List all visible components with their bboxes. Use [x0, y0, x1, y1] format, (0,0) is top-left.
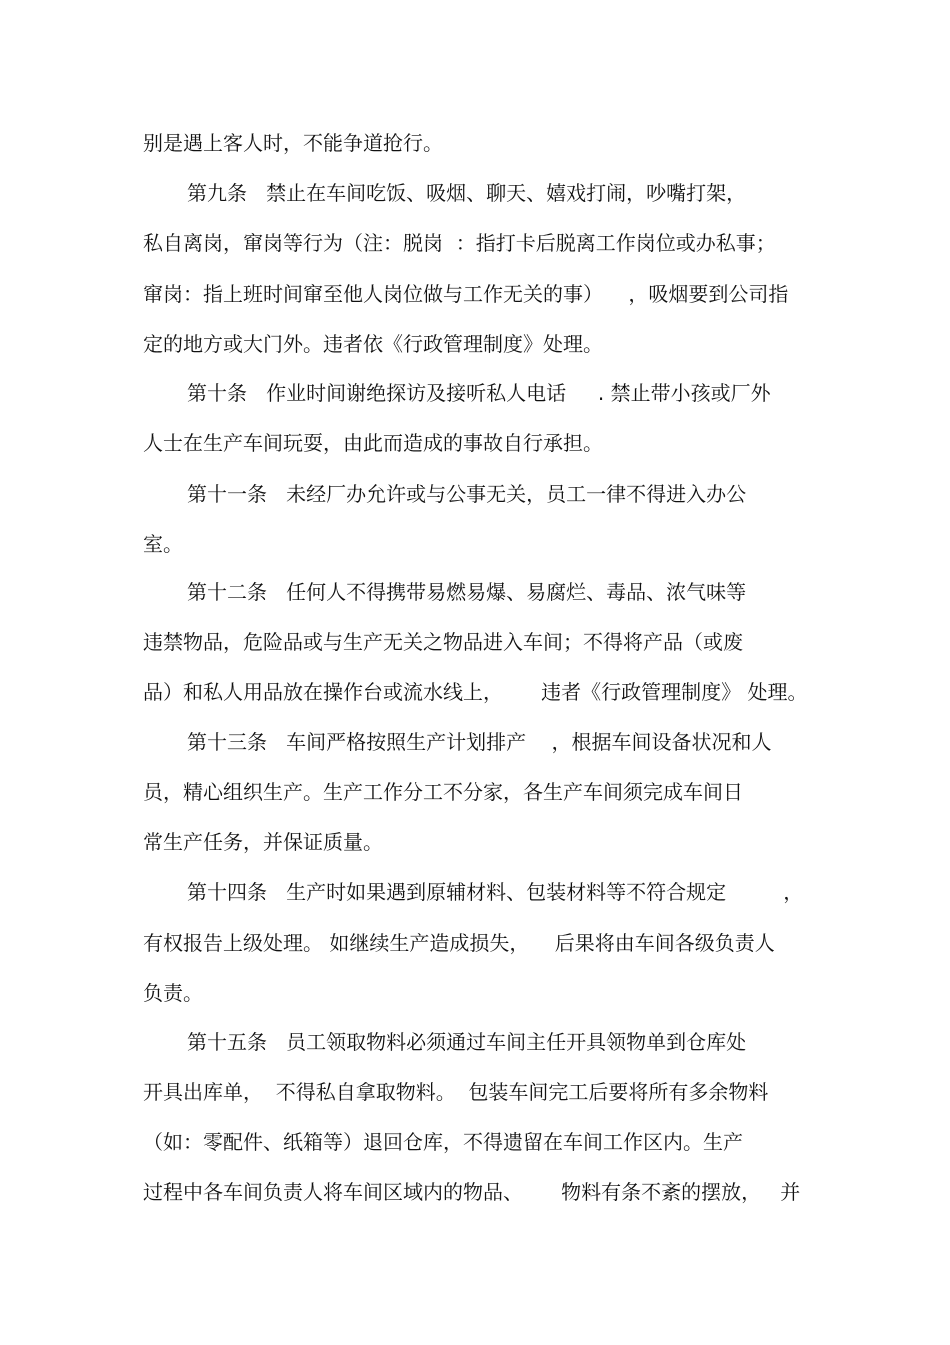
text-line: 私自离岗，窜岗等行为（注：脱岗 ：指打卡后脱离工作岗位或办私事；	[143, 231, 776, 255]
text-line: 员，精心组织生产。生产工作分工不分家，各生产车间须完成车间日	[143, 780, 743, 804]
text-line: 第九条 禁止在车间吃饭、吸烟、聊天、嬉戏打闹，吵嘴打架，	[187, 181, 747, 205]
text-line: 室。	[143, 532, 183, 556]
text-line: 第十四条 生产时如果遇到原辅材料、包装材料等不符合规定 ，	[187, 880, 804, 904]
text-line: 第十条 作业时间谢绝探访及接听私人电话 . 禁止带小孩或厂外	[187, 381, 771, 405]
text-line: 品）和私人用品放在操作台或流水线上， 违者《行政管理制度》 处理。	[143, 680, 808, 704]
text-line: 违禁物品，危险品或与生产无关之物品进入车间；不得将产品（或废	[143, 630, 743, 654]
text-line: 定的地方或大门外。违者依《行政管理制度》处理。	[143, 332, 603, 356]
text-line: 负责。	[143, 981, 203, 1005]
text-line: 第十一条 未经厂办允许或与公事无关，员工一律不得进入办公	[187, 482, 747, 506]
text-line: 第十二条 任何人不得携带易燃易爆、易腐烂、毒品、浓气味等	[187, 580, 747, 604]
text-line: 人士在生产车间玩耍，由此而造成的事故自行承担。	[143, 431, 603, 455]
text-line: 过程中各车间负责人将车间区域内的物品、 物料有条不紊的摆放， 并	[143, 1180, 801, 1204]
text-line: 第十五条 员工领取物料必须通过车间主任开具领物单到仓库处	[187, 1030, 747, 1054]
text-line: （如：零配件、纸箱等）退回仓库，不得遗留在车间工作区内。生产	[143, 1130, 743, 1154]
text-line: 开具出库单， 不得私自拿取物料。 包装车间完工后要将所有多余物料	[143, 1080, 769, 1104]
text-line: 有权报告上级处理。 如继续生产造成损失， 后果将由车间各级负责人	[143, 931, 775, 955]
text-line: 第十三条 车间严格按照生产计划排产 ，根据车间设备状况和人	[187, 730, 772, 754]
text-line: 别是遇上客人时，不能争道抢行。	[143, 131, 443, 155]
text-line: 窜岗：指上班时间窜至他人岗位做与工作无关的事） ，吸烟要到公司指	[143, 282, 789, 306]
text-line: 常生产任务，并保证质量。	[143, 830, 383, 854]
